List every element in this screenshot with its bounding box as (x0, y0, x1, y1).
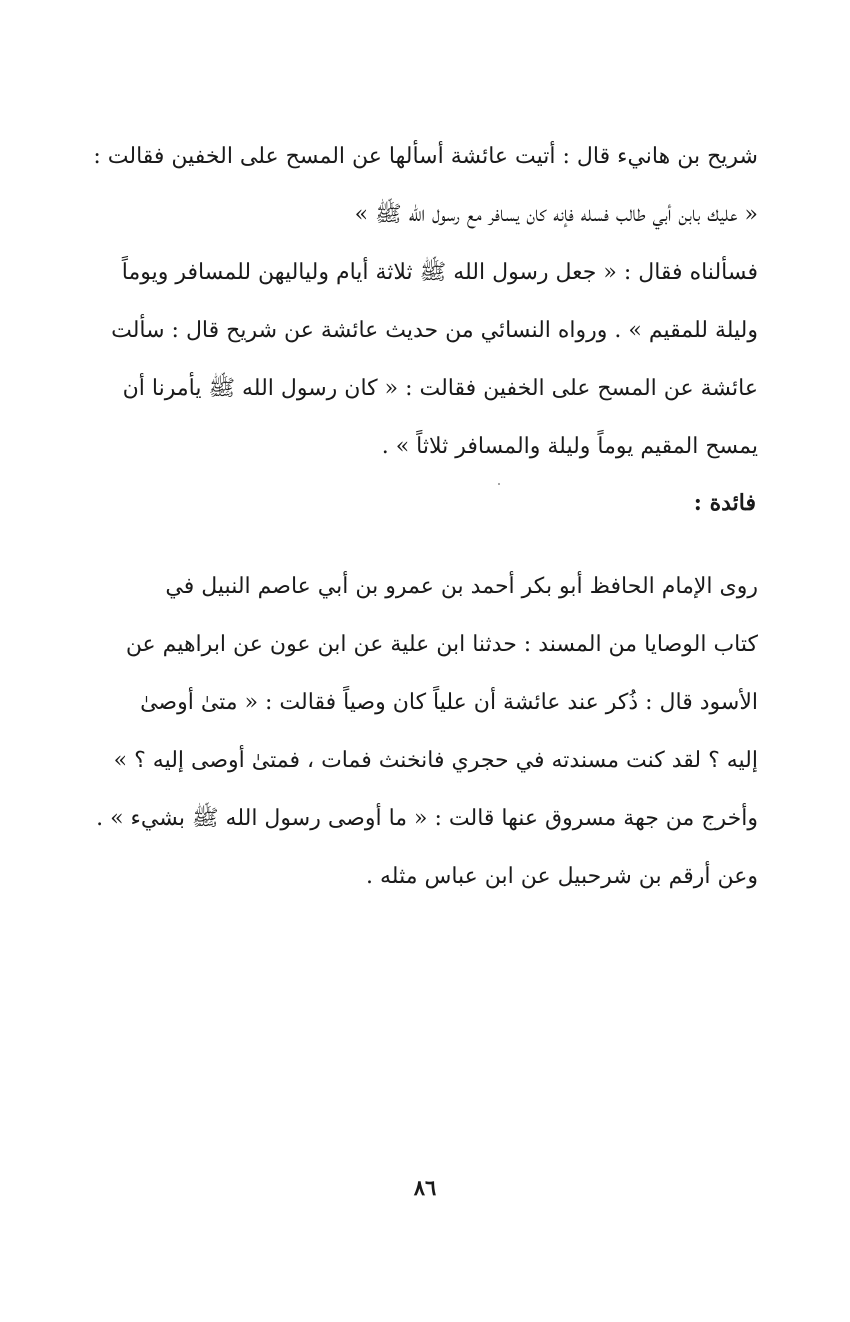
paragraph-1-line: شريح بن هانيء قال : أتيت عائشة أسألها عن المسح على الخفين فقالت : (93, 144, 758, 169)
paragraph-1-line: وليلة للمقيم » . ورواه النسائي من حديث عائشة عن شريح قال : سألت (111, 318, 758, 343)
paragraph-2-line: روى الإمام الحافظ أبو بكر أحمد بن عمرو بن أبي عاصم النبيل في (165, 574, 758, 599)
paragraph-2-line: كتاب الوصايا من المسند : حدثنا ابن علية عن ابن عون عن ابراهيم عن (125, 632, 758, 657)
paragraph-1-line: فسألناه فقال : « جعل رسول الله ﷺ ثلاثة أيام ولياليهن للمسافر ويوماً (121, 260, 758, 285)
section-heading: فائدة : (693, 490, 756, 516)
paragraph-1-line: « عليك بابن أبي طالب فسله فإنه كان يسافر مع رسول الله ﷺ » (354, 202, 758, 227)
page-number: ٨٦ (413, 1175, 437, 1200)
paragraph-1-line: عائشة عن المسح على الخفين فقالت : « كان رسول الله ﷺ يأمرنا أن (122, 376, 758, 401)
paragraph-1 (82, 128, 758, 476)
paragraph-2 (82, 558, 758, 906)
paragraph-2-line: وعن أرقم بن شرحبيل عن ابن عباس مثله . (366, 864, 758, 889)
paragraph-2-line: الأسود قال : ذُكر عند عائشة أن علياً كان وصياً فقالت : « متىٰ أوصىٰ (140, 690, 758, 715)
paragraph-2-line: وأخرج من جهة مسروق عنها قالت : « ما أوصى رسول الله ﷺ بشيء » . (96, 806, 758, 831)
print-speck (498, 483, 500, 485)
paragraph-1-line: يمسح المقيم يوماً وليلة والمسافر ثلاثاً » . (381, 434, 758, 459)
paragraph-2-line: إليه ؟ لقد كنت مسندته في حجري فانخنث فمات ، فمتىٰ أوصى إليه ؟ » (113, 748, 758, 773)
